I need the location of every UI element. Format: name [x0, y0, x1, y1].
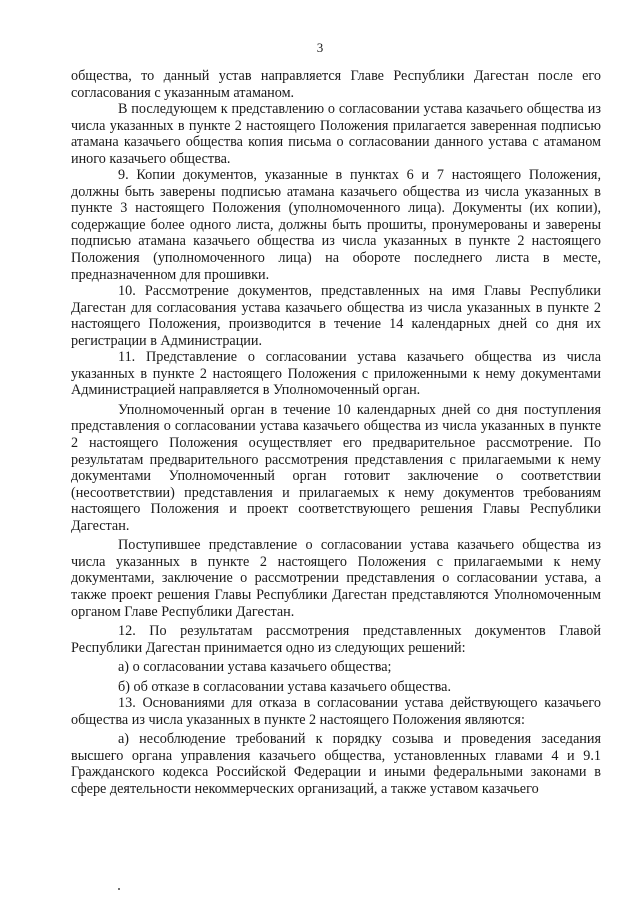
paragraph-item-11: 11. Представление о согласовании устава казачьего общества из числа указанных в пункте 2 настоящего Положения с приложенными к нему документами Администрацией направляется в Уполномоченный орган.: [71, 349, 601, 399]
paragraph-item-12-a: а) о согласовании устава казачьего общества;: [118, 659, 392, 676]
paragraph-item-13: 13. Основаниями для отказа в согласовании устава действующего казачьего общества из числа указанных в пункте 2 настоящего Положения являются:: [71, 695, 601, 728]
paragraph-item-12-b: б) об отказе в согласовании устава казачьего общества.: [118, 678, 451, 695]
paragraph-continuation: общества, то данный устав направляется Главе Республики Дагестан после его согласования с указанным атаманом.: [71, 68, 601, 101]
document-body: [71, 68, 601, 798]
paragraph-item-10: 10. Рассмотрение документов, представленных на имя Главы Республики Дагестан для согласования устава казачьего общества из числа указанных в пункте 2 настоящего Положения, производится в течение 14 календарных дней со дня их регистрации в Администрации.: [71, 283, 601, 349]
page-number: 3: [316, 40, 324, 55]
paragraph-attachment-letter: В последующем к представлению о согласовании устава казачьего общества из числа указанных в пункте 2 настоящего Положения прилагается заверенная подписью атамана казачьего общества копия письма о согласовании данного устава с атаманом иного казачьего общества.: [71, 101, 601, 167]
scan-speck: [118, 888, 120, 890]
paragraph-authorized-body: Уполномоченный орган в течение 10 календарных дней со дня поступления представления о согласовании устава казачьего общества из числа указанных в пункте 2 настоящего Положения осуществляет его предварительное рассмотрение. По результатам предварительного рассмотрения представления с прилагаемыми к нему документами Уполномоченный орган готовит заключение о соответствии (несоответствии) представления и прилагаемых к нему документов требованиям настоящего Положения и проект соответствующего решения Главы Республики Дагестан.: [71, 401, 601, 534]
paragraph-submission: Поступившее представление о согласовании устава казачьего общества из числа указанных в пункте 2 настоящего Положения с прилагаемыми к нему документами, заключение о рассмотрении представления о согласовании устава, а также проект решения Главы Республики Дагестан представляются Уполномоченным органом Главе Республики Дагестан.: [71, 537, 601, 620]
paragraph-item-13-a: а) несоблюдение требований к порядку созыва и проведения заседания высшего органа управления казачьего общества, установленных главами 4 и 9.1 Гражданского кодекса Российской Федерации и иными федеральными законами в сфере деятельности некоммерческих организаций, а также уставом казачьего: [71, 731, 601, 797]
paragraph-item-12: 12. По результатам рассмотрения представленных документов Главой Республики Дагестан принимается одно из следующих решений:: [71, 623, 601, 656]
paragraph-item-9: 9. Копии документов, указанные в пунктах 6 и 7 настоящего Положения, должны быть заверены подписью атамана казачьего общества из числа указанных в пункте 3 настоящего Положения (уполномоченного лица). Документы (их копии), содержащие более одного листа, должны быть прошиты, пронумерованы и заверены подписью атамана казачьего общества из числа указанных в пункте 2 настоящего Положения (уполномоченного лица) на обороте последнего листа в месте, предназначенном для прошивки.: [71, 167, 601, 283]
